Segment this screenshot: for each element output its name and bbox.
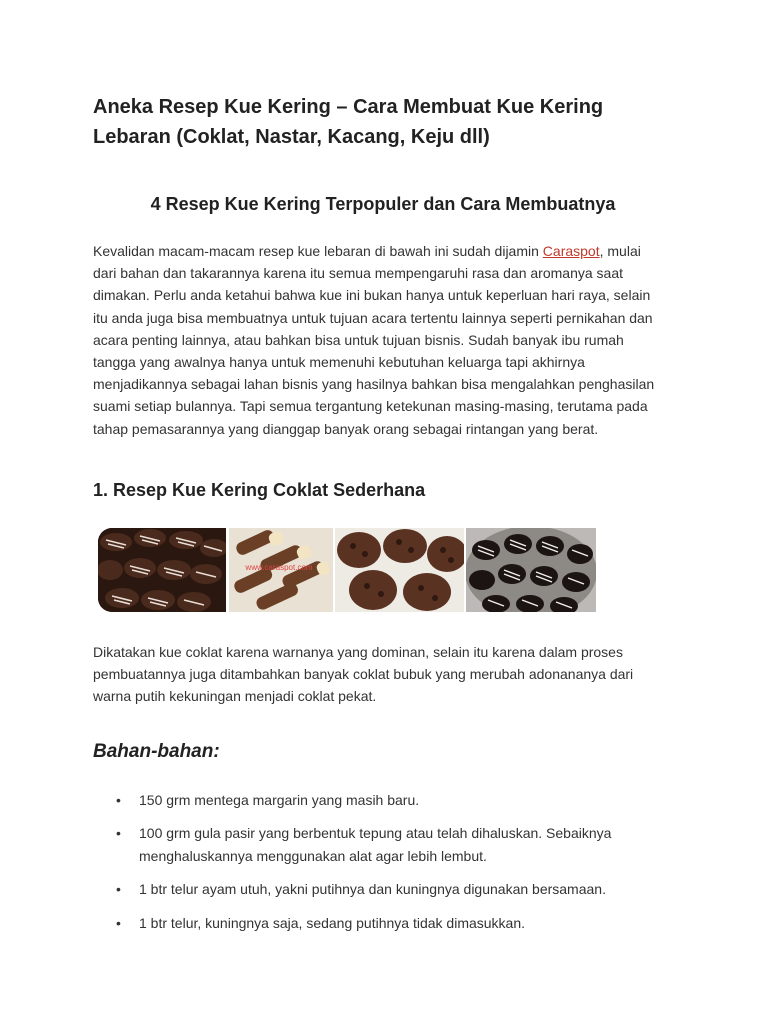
ingredient-text: 100 grm gula pasir yang berbentuk tepung atau telah dihaluskan. Sebaiknya menghaluskannya menggunakan alat agar lebih lembut. <box>139 825 612 864</box>
list-item <box>113 912 653 935</box>
bullet-icon: • <box>116 825 121 841</box>
cookie-photo-strip <box>98 528 598 612</box>
ingredient-text: 1 btr telur ayam utuh, yakni putihnya dan kuningnya digunakan bersamaan. <box>139 881 606 897</box>
article-subtitle: 4 Resep Kue Kering Terpopuler dan Cara Membuatnya <box>150 194 616 214</box>
photo-watermark: www.caraspot.com <box>245 563 313 572</box>
ingredients-list <box>113 789 653 934</box>
ingredient-text: 1 btr telur, kuningnya saja, sedang putihnya tidak dimasukkan. <box>139 914 526 931</box>
section-heading-coklat: 1. Resep Kue Kering Coklat Sederhana <box>93 480 426 500</box>
list-item <box>113 878 653 901</box>
chocolate-cookie-photo-3 <box>335 528 464 612</box>
chocolate-cookie-photo-2 <box>229 528 333 612</box>
ingredients-heading: Bahan-bahan: <box>93 741 220 762</box>
chocolate-cookie-photo-1 <box>98 528 226 612</box>
intro-text-after-link: , mulai dari bahan dan takarannya karena itu semua mempengaruhi rasa dan aromanya saat dimakan. Perlu anda ketahui bahwa kue ini bukan hanya untuk keperluan hari raya, selain itu anda juga bisa membuatnya untuk tujuan acara tertentu lainnya seperti pernikahan dan acara penting lainnya, atau bahkan bisa untuk tujuan bisnis. Sudah banyak ibu rumah tangga yang awalnya hanya untuk memenuhi kebutuhan keluarga tapi akhirnya menjadikannya sebagai lahan bisnis yang hasilnya bahkan bisa mengalahkan penghasilan suami setiap bulannya. Tapi semua tergantung ketekunan masing-masing, terutama pada tahap pemasarannya yang dianggap banyak orang sebagai rintangan yang berat. <box>93 243 655 437</box>
caraspot-link[interactable]: Caraspot <box>542 243 600 259</box>
bullet-icon: • <box>116 792 121 808</box>
list-item <box>113 789 653 812</box>
section-description: Dikatakan kue coklat karena warnanya yang dominan, selain itu karena dalam proses pembuatannya juga ditambahkan banyak coklat bubuk yang merubah adonananya dari warna putih kekuningan menjadi coklat pekat. <box>93 644 634 705</box>
bullet-icon: • <box>116 914 121 931</box>
list-item <box>113 822 653 867</box>
bullet-icon: • <box>116 881 121 897</box>
intro-paragraph <box>93 240 668 440</box>
article-title: Aneka Resep Kue Kering – Cara Membuat Kue Kering Lebaran (Coklat, Nastar, Kacang, Keju dll) <box>93 96 604 148</box>
intro-text-before-link: Kevalidan macam-macam resep kue lebaran di bawah ini sudah dijamin <box>93 243 543 259</box>
ingredient-text: 150 grm mentega margarin yang masih baru. <box>139 792 420 808</box>
chocolate-cookie-photo-4 <box>466 528 596 612</box>
